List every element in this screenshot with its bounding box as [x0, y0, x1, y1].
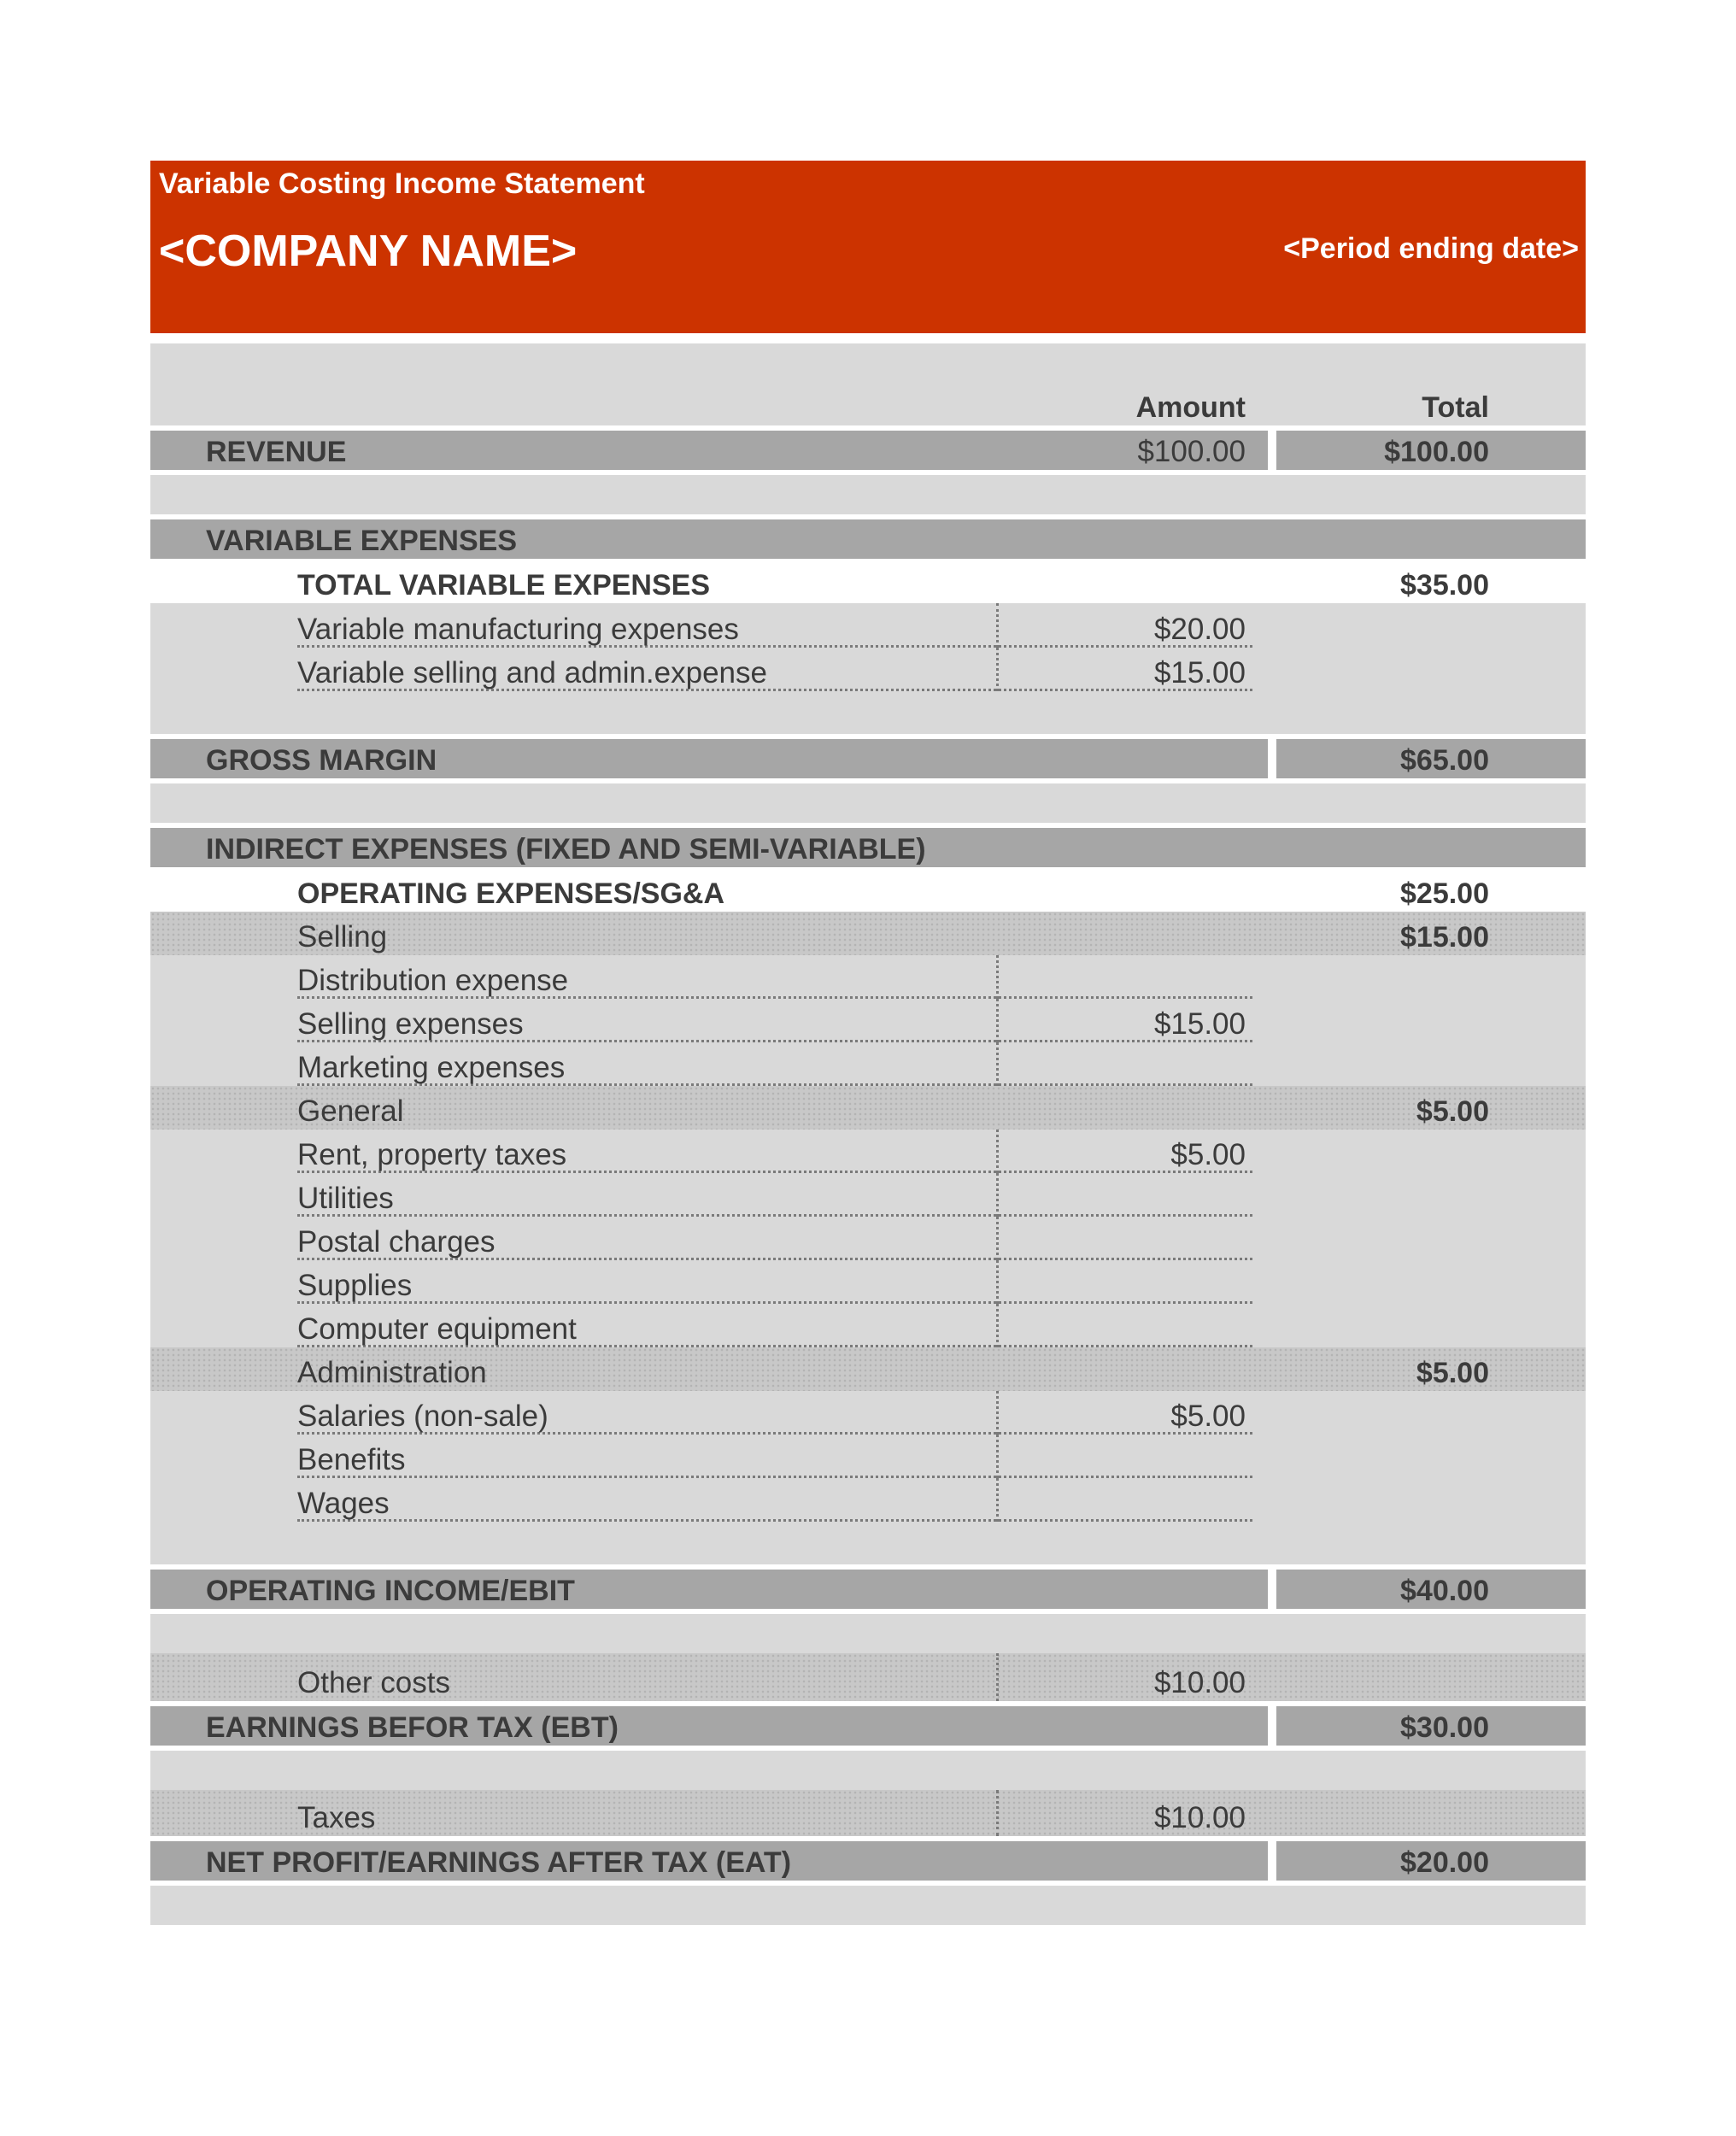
- net-profit-row: [150, 1841, 1586, 1881]
- line-item-row: [150, 1217, 1586, 1260]
- gross-margin-total: $65.00: [1400, 743, 1489, 777]
- line-item-label: Wages: [297, 1486, 390, 1520]
- income-statement: [150, 161, 1586, 1925]
- operating-expenses-row: [150, 867, 1586, 912]
- other-costs-row: [150, 1653, 1586, 1701]
- gross-margin-label: GROSS MARGIN: [206, 743, 437, 777]
- selling-category-label: Selling: [297, 919, 388, 954]
- line-item-label: Postal charges: [297, 1224, 496, 1259]
- spacer-row: [150, 475, 1586, 514]
- line-item-label: Variable manufacturing expenses: [297, 612, 739, 646]
- line-item-label: Supplies: [297, 1268, 413, 1302]
- statement-header: [150, 161, 1586, 333]
- revenue-amount[interactable]: $100.00: [1137, 434, 1246, 468]
- selling-category-row: [150, 912, 1586, 955]
- period-ending-date[interactable]: <Period ending date>: [1283, 232, 1579, 265]
- indirect-expenses-label: INDIRECT EXPENSES (FIXED AND SEMI-VARIABLE): [206, 832, 926, 866]
- line-item-row: [150, 648, 1586, 691]
- operating-expenses-label: OPERATING EXPENSES/SG&A: [297, 877, 725, 910]
- gross-margin-row: [150, 739, 1586, 778]
- line-item-label: Selling expenses: [297, 1006, 524, 1041]
- line-item-amount[interactable]: $5.00: [1170, 1399, 1246, 1433]
- ebt-label: EARNINGS BEFOR TAX (EBT): [206, 1711, 619, 1744]
- operating-expenses-total: $25.00: [1400, 877, 1489, 910]
- other-costs-amount[interactable]: $10.00: [1153, 1665, 1246, 1699]
- selling-category-total: $15.00: [1400, 920, 1489, 954]
- spacer-row: [150, 1614, 1586, 1653]
- total-column-header: Total: [1422, 390, 1489, 424]
- net-profit-total: $20.00: [1400, 1846, 1489, 1879]
- net-profit-label: NET PROFIT/EARNINGS AFTER TAX (EAT): [206, 1846, 792, 1879]
- statement-title: Variable Costing Income Statement: [159, 167, 645, 200]
- administration-category-total: $5.00: [1416, 1356, 1489, 1389]
- other-costs-label: Other costs: [297, 1665, 450, 1699]
- taxes-label: Taxes: [297, 1800, 376, 1834]
- line-item-row: [150, 1391, 1586, 1435]
- general-category-row: [150, 1086, 1586, 1130]
- taxes-row: [150, 1790, 1586, 1836]
- operating-income-row: [150, 1570, 1586, 1609]
- ebt-row: [150, 1706, 1586, 1746]
- line-item-row: [150, 1435, 1586, 1478]
- company-name[interactable]: <COMPANY NAME>: [159, 226, 578, 276]
- line-item-amount[interactable]: $5.00: [1170, 1137, 1246, 1171]
- operating-income-total: $40.00: [1400, 1574, 1489, 1607]
- line-item-label: Salaries (non-sale): [297, 1399, 548, 1433]
- line-item-label: Computer equipment: [297, 1312, 577, 1346]
- line-item-label: Marketing expenses: [297, 1050, 566, 1084]
- ebt-total: $30.00: [1400, 1711, 1489, 1744]
- total-variable-expenses-label: TOTAL VARIABLE EXPENSES: [297, 568, 711, 601]
- amount-column-header: Amount: [1135, 390, 1246, 424]
- line-item-row: [150, 955, 1586, 999]
- revenue-label: REVENUE: [206, 435, 347, 468]
- spacer-row: [150, 783, 1586, 823]
- line-item-row: [150, 1173, 1586, 1217]
- general-category-label: General: [297, 1094, 404, 1128]
- column-header-row: [150, 343, 1586, 425]
- indirect-expenses-header: [150, 828, 1586, 867]
- revenue-total: $100.00: [1384, 435, 1489, 468]
- line-item-row: [150, 603, 1586, 648]
- line-item-amount[interactable]: $20.00: [1153, 612, 1246, 646]
- line-item-row: [150, 1130, 1586, 1173]
- spacer-row: [150, 1751, 1586, 1790]
- line-item-label: Benefits: [297, 1442, 406, 1476]
- taxes-amount[interactable]: $10.00: [1153, 1800, 1246, 1834]
- variable-expenses-header: [150, 519, 1586, 559]
- operating-income-label: OPERATING INCOME/EBIT: [206, 1574, 575, 1607]
- variable-expenses-label: VARIABLE EXPENSES: [206, 524, 518, 557]
- administration-category-label: Administration: [297, 1355, 487, 1389]
- total-variable-expenses-row: [150, 559, 1586, 603]
- line-item-label: Rent, property taxes: [297, 1137, 567, 1171]
- total-variable-expenses-value: $35.00: [1400, 568, 1489, 601]
- line-item-row: [150, 1304, 1586, 1347]
- line-item-row: [150, 1260, 1586, 1304]
- line-item-label: Distribution expense: [297, 963, 569, 997]
- general-category-total: $5.00: [1416, 1094, 1489, 1128]
- line-item-label: Variable selling and admin.expense: [297, 655, 767, 690]
- line-item-row: [150, 999, 1586, 1042]
- administration-category-row: [150, 1347, 1586, 1391]
- line-item-row: [150, 1478, 1586, 1522]
- line-item-amount[interactable]: $15.00: [1153, 655, 1246, 690]
- line-item-label: Utilities: [297, 1181, 394, 1215]
- revenue-row: [150, 431, 1586, 470]
- spacer-row: [150, 1886, 1586, 1925]
- line-item-row: [150, 1042, 1586, 1086]
- line-item-amount[interactable]: $15.00: [1153, 1006, 1246, 1041]
